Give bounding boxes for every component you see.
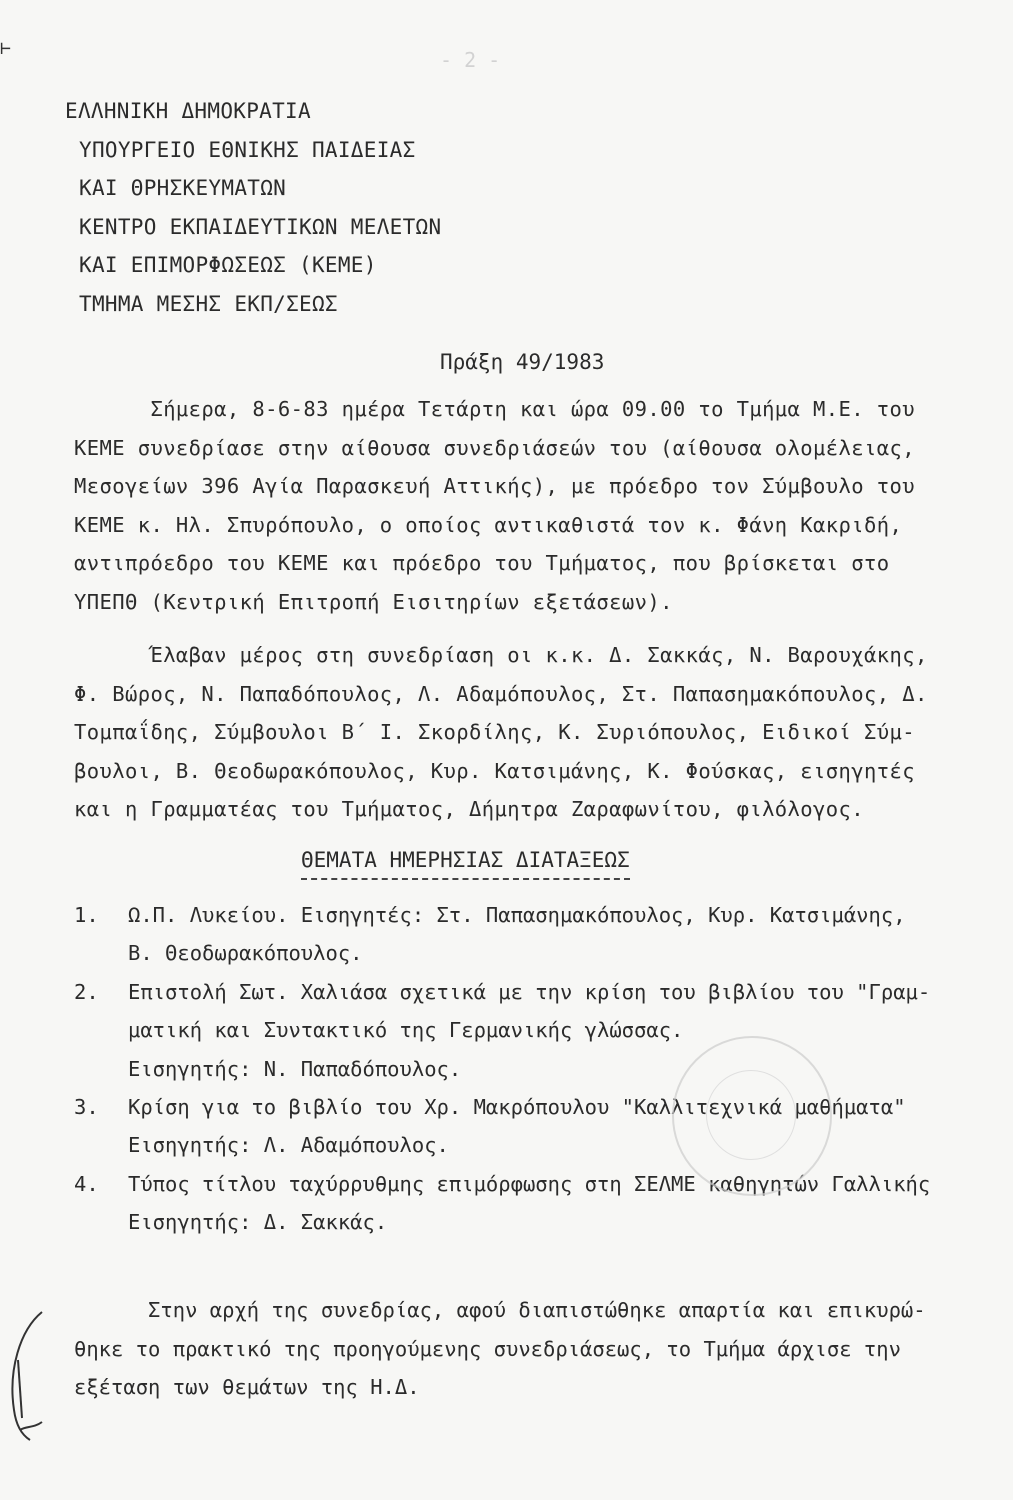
agenda-heading-underline	[301, 878, 630, 880]
corner-mark: ⊢	[0, 38, 11, 59]
text-line: Επιστολή Σωτ. Χαλιάσα σχετικά με την κρίση του βιβλίου του "Γραμ-	[128, 979, 931, 1004]
letterhead-line: ΚΑΙ ΘΡΗΣΚΕΥΜΑΤΩΝ	[79, 176, 287, 201]
agenda-heading-text: ΘΕΜΑΤΑ ΗΜΕΡΗΣΙΑΣ ΔΙΑΤΑΞΕΩΣ	[301, 848, 630, 872]
letterhead-line: ΤΜΗΜΑ ΜΕΣΗΣ ΕΚΠ/ΣΕΩΣ	[79, 291, 338, 316]
agenda-heading	[301, 848, 630, 872]
text-line: Τύπος τίτλου ταχύρρυθμης επιμόρφωσης στη ΣΕΛΜΕ καθηγητών Γαλλικής	[128, 1171, 931, 1196]
agenda-item-number: 1.	[74, 903, 99, 927]
text-line: αντιπρόεδρο του ΚΕΜΕ και πρόεδρο του Τμήματος, που βρίσκεται στο	[74, 551, 890, 576]
letterhead-line: ΚΑΙ ΕΠΙΜΟΡΦΩΣΕΩΣ (ΚΕΜΕ)	[79, 253, 377, 278]
text-line: και η Γραμματέας του Τμήματος, Δήμητρα Ζαραφωνίτου, φιλόλογος.	[74, 797, 865, 822]
text-line: Φ. Βώρος, Ν. Παπαδόπουλος, Λ. Αδαμόπουλος, Στ. Παπασημακόπουλος, Δ.	[74, 681, 928, 706]
text-line: Εισηγητής: Δ. Σακκάς.	[128, 1210, 388, 1235]
agenda-item	[74, 896, 994, 973]
intro-paragraph	[74, 390, 974, 622]
text-line: εξέταση των θεμάτων της Η.Δ.	[74, 1375, 420, 1400]
agenda-item-number: 4.	[74, 1171, 99, 1196]
agenda-item	[74, 1165, 994, 1242]
text-line: ΚΕΜΕ συνεδρίασε στην αίθουσα συνεδριάσεών του (αίθουσα ολομέλειας,	[74, 435, 915, 460]
text-line: ματική και Συντακτικό της Γερμανικής γλώσσας.	[128, 1018, 684, 1043]
document-title: Πράξη 49/1983	[440, 350, 605, 374]
text-line: Σήμερα, 8-6-83 ημέρα Τετάρτη και ώρα 09.00 το Τμήμα Μ.Ε. του	[74, 397, 915, 421]
text-line: Μεσογείων 396 Αγία Παρασκευή Αττικής), με πρόεδρο τον Σύμβουλο του	[74, 474, 915, 499]
agenda-item	[74, 973, 994, 1088]
letterhead-line: ΚΕΝΤΡΟ ΕΚΠΑΙΔΕΥΤΙΚΩΝ ΜΕΛΕΤΩΝ	[79, 214, 442, 239]
text-line: Β. Θεοδωρακόπουλος.	[128, 941, 363, 966]
text-line: ΚΕΜΕ κ. Ηλ. Σπυρόπουλο, ο οποίος αντικαθιστά τον κ. Φάνη Κακριδή,	[74, 512, 903, 537]
text-line: θηκε το πρακτικό της προηγούμενης συνεδριάσεως, το Τμήμα άρχισε την	[74, 1336, 901, 1361]
official-stamp	[672, 1036, 832, 1196]
agenda-item	[74, 1088, 994, 1165]
closing-paragraph	[74, 1291, 926, 1407]
agenda-list	[74, 896, 994, 1242]
text-line: Εισηγητής: Λ. Αδαμόπουλος.	[128, 1133, 449, 1158]
page-number: - 2 -	[440, 48, 501, 72]
text-line: Τομπαΐδης, Σύμβουλοι Β΄ Ι. Σκορδίλης, Κ. Συριόπουλος, Ειδικοί Σύμ-	[74, 720, 915, 745]
agenda-item-number: 3.	[74, 1095, 99, 1120]
agenda-item-number: 2.	[74, 979, 99, 1004]
text-line: Κρίση για το βιβλίο του Χρ. Μακρόπουλου "Καλλιτεχνικά μαθήματα"	[128, 1095, 906, 1120]
attendees-paragraph	[74, 636, 974, 829]
text-line: ΥΠΕΠΘ (Κεντρική Επιτροπή Εισιτηρίων εξετάσεων).	[74, 589, 673, 614]
text-line: βουλοι, Β. Θεοδωρακόπουλος, Κυρ. Κατσιμάνης, Κ. Φούσκας, εισηγητές	[74, 758, 915, 783]
letterhead-line: ΥΠΟΥΡΓΕΙΟ ΕΘΝΙΚΗΣ ΠΑΙΔΕΙΑΣ	[79, 137, 416, 162]
text-line: Εισηγητής: Ν. Παπαδόπουλος.	[128, 1056, 462, 1081]
text-line: Ω.Π. Λυκείου. Εισηγητές: Στ. Παπασημακόπουλος, Κυρ. Κατσιμάνης,	[128, 903, 906, 927]
text-line: Στην αρχή της συνεδρίας, αφού διαπιστώθηκε απαρτία και επικυρώ-	[74, 1298, 926, 1322]
text-line: Έλαβαν μέρος στη συνεδρίαση οι κ.κ. Δ. Σακκάς, Ν. Βαρουχάκης,	[74, 643, 928, 667]
letterhead	[65, 92, 441, 324]
margin-signature-mark	[0, 1300, 60, 1460]
letterhead-line: ΕΛΛΗΝΙΚΗ ΔΗΜΟΚΡΑΤΙΑ	[65, 99, 311, 123]
